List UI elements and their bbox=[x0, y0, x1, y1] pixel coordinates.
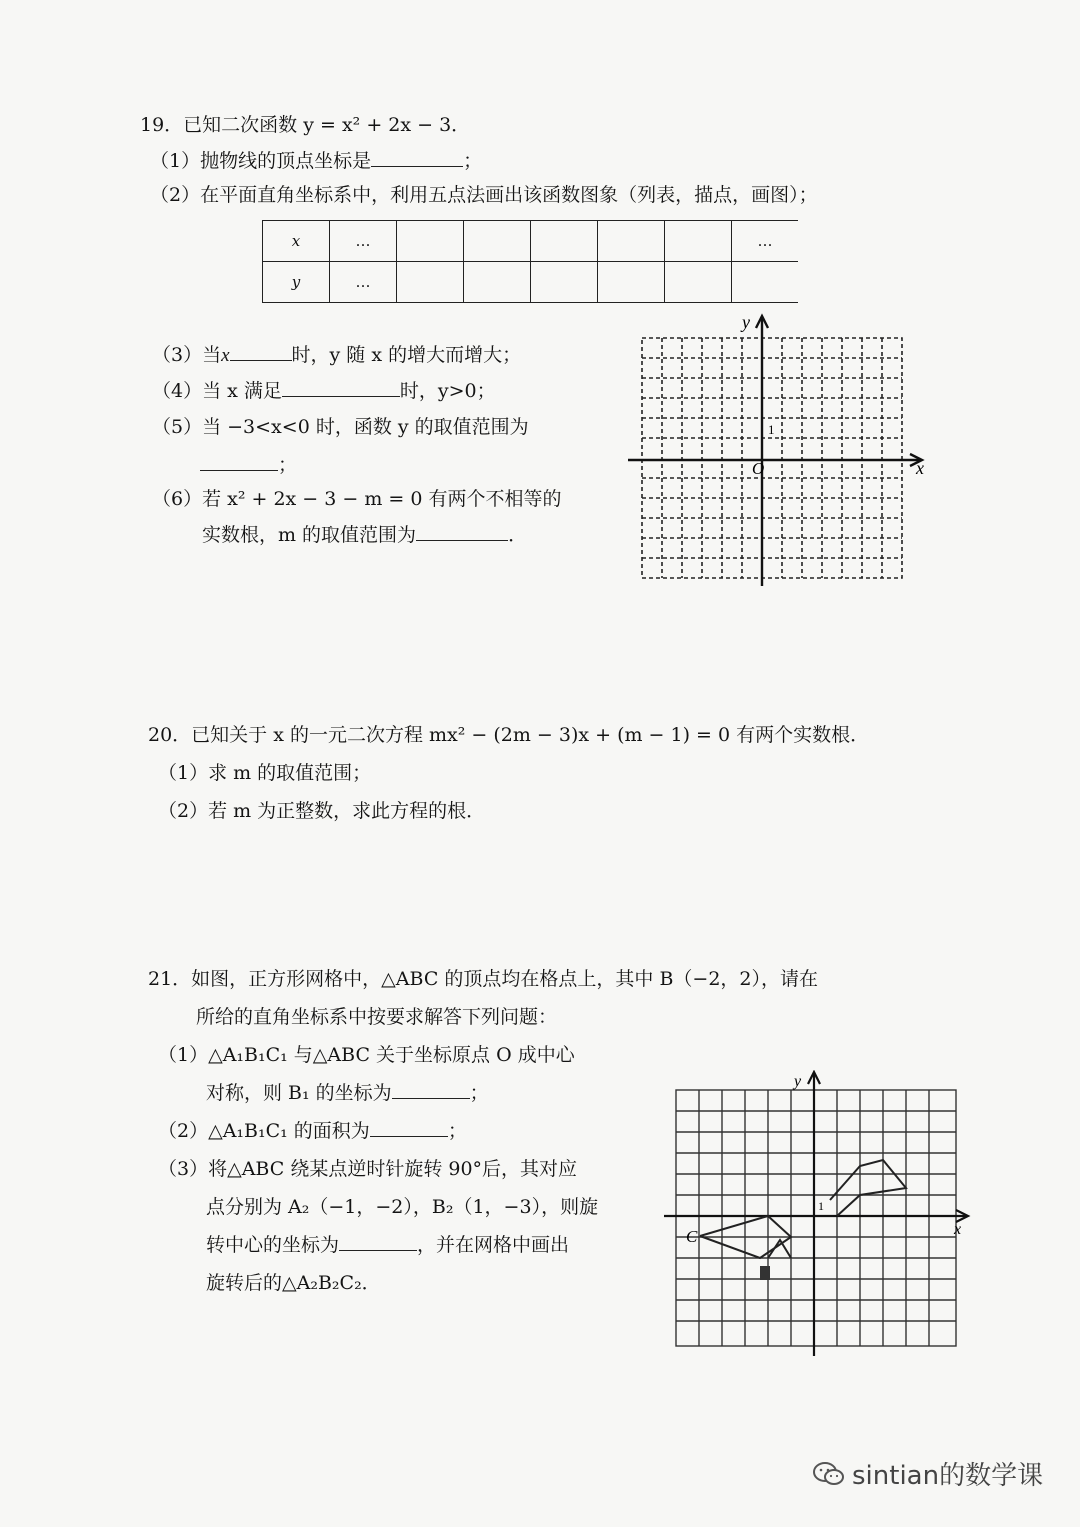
q19-part5: （5）当 −3<x<0 时，函数 y 的取值范围为 bbox=[152, 416, 529, 438]
q19-part5-answer bbox=[200, 452, 297, 478]
q21-part3-text-end: ，并在网格中画出 bbox=[417, 1234, 570, 1256]
q19-part6-end: ． bbox=[508, 524, 528, 546]
q21-part1-b bbox=[206, 1080, 489, 1106]
q19-part4-blank bbox=[282, 378, 400, 397]
table-cell-ellipsis: … bbox=[330, 262, 397, 303]
q21-coordinate-grid bbox=[660, 1070, 980, 1360]
q21-part2-blank bbox=[370, 1118, 448, 1137]
q19-part3-blank bbox=[230, 342, 292, 361]
q21-part1-end: ； bbox=[469, 1082, 489, 1104]
q19-x-axis-label: x bbox=[916, 458, 924, 478]
q19-part6-b bbox=[202, 522, 527, 548]
watermark-text: sintian的数学课 bbox=[852, 1461, 1044, 1491]
q19-part1-end: ； bbox=[463, 150, 483, 172]
table-row bbox=[263, 262, 799, 303]
table-cell bbox=[665, 221, 732, 262]
table-cell bbox=[732, 262, 799, 303]
q19-part1 bbox=[150, 148, 482, 174]
q21-part2-end: ； bbox=[447, 1120, 467, 1142]
q21-part2 bbox=[158, 1118, 467, 1144]
table-cell bbox=[531, 221, 598, 262]
q21-point-c-label: C bbox=[686, 1227, 698, 1246]
table-row bbox=[263, 221, 799, 262]
q19-y-axis-label: y bbox=[742, 312, 750, 332]
q21-part1-a: （1）△A₁B₁C₁ 与△ABC 关于坐标原点 O 成中心 bbox=[158, 1044, 575, 1066]
q19-unit-label: 1 bbox=[768, 422, 775, 437]
q19-part6-blank bbox=[416, 522, 508, 541]
q19-title: 19．已知二次函数 y = x² + 2x − 3． bbox=[140, 114, 471, 136]
q21-unit-label: 1 bbox=[818, 1199, 824, 1213]
watermark bbox=[812, 1455, 1043, 1492]
table-cell bbox=[665, 262, 732, 303]
q21-part3-a: （3）将△ABC 绕某点逆时针旋转 90°后，其对应 bbox=[158, 1158, 578, 1180]
q19-part1-text: （1）抛物线的顶点坐标是 bbox=[150, 150, 372, 172]
q21-part3-text: 转中心的坐标为 bbox=[206, 1234, 340, 1256]
table-cell-ellipsis: … bbox=[732, 221, 799, 262]
table-cell bbox=[598, 221, 665, 262]
table-cell-y-label: y bbox=[263, 262, 330, 303]
q19-part2: （2）在平面直角坐标系中，利用五点法画出该函数图象（列表，描点，画图）； bbox=[150, 184, 818, 206]
q21-part1-blank bbox=[392, 1080, 470, 1099]
table-cell bbox=[598, 262, 665, 303]
q21-part2-text: （2）△A₁B₁C₁ 的面积为 bbox=[158, 1120, 370, 1142]
q19-part3-var: x bbox=[221, 345, 230, 366]
q21-part3-d: 旋转后的△A₂B₂C₂． bbox=[206, 1272, 381, 1294]
q21-x-axis-label: x bbox=[954, 1221, 962, 1238]
table-cell-ellipsis: … bbox=[330, 221, 397, 262]
q20-part2: （2）若 m 为正整数，求此方程的根． bbox=[158, 800, 486, 822]
q21-part3-c bbox=[206, 1232, 569, 1258]
table-cell bbox=[531, 262, 598, 303]
wechat-icon bbox=[812, 1461, 846, 1487]
q20-part1: （1）求 m 的取值范围； bbox=[158, 762, 372, 784]
q21-marker bbox=[760, 1266, 770, 1280]
table-cell bbox=[464, 221, 531, 262]
q21-part3-b: 点分别为 A₂（−1，−2），B₂（1，−3），则旋 bbox=[206, 1196, 599, 1218]
table-cell-x-label: x bbox=[263, 221, 330, 262]
q19-part1-blank bbox=[371, 148, 463, 167]
q21-y-axis-label: y bbox=[794, 1073, 802, 1090]
q19-part5-blank bbox=[200, 452, 278, 471]
table-cell bbox=[464, 262, 531, 303]
q19-coordinate-grid bbox=[620, 310, 940, 590]
q19-part3-text-a: （3）当 bbox=[152, 344, 222, 366]
q21-part3-blank bbox=[339, 1232, 417, 1251]
q21-title-a: 21．如图，正方形网格中，△ABC 的顶点均在格点上，其中 B（−2，2），请在 bbox=[148, 968, 819, 990]
table-cell bbox=[397, 221, 464, 262]
q19-value-table bbox=[262, 220, 798, 303]
q19-part6-text: 实数根，m 的取值范围为 bbox=[202, 524, 417, 546]
q21-title-b: 所给的直角坐标系中按要求解答下列问题： bbox=[196, 1006, 558, 1028]
q19-part3-text-b: 时，y 随 x 的增大而增大； bbox=[291, 344, 522, 366]
q19-part4 bbox=[152, 378, 496, 404]
q20-title: 20．已知关于 x 的一元二次方程 mx² − (2m − 3)x + (m − 1) = 0 有两个实数根． bbox=[148, 724, 870, 746]
q21-part1-text: 对称，则 B₁ 的坐标为 bbox=[206, 1082, 392, 1104]
q19-part4-text-a: （4）当 x 满足 bbox=[152, 380, 282, 402]
q19-part6-a: （6）若 x² + 2x − 3 − m = 0 有两个不相等的 bbox=[152, 488, 562, 510]
q19-part3 bbox=[152, 342, 521, 369]
table-cell bbox=[397, 262, 464, 303]
q19-part5-end: ； bbox=[278, 454, 298, 476]
q19-origin-label: O bbox=[752, 459, 765, 478]
q19-part4-text-b: 时，y>0； bbox=[399, 380, 496, 402]
